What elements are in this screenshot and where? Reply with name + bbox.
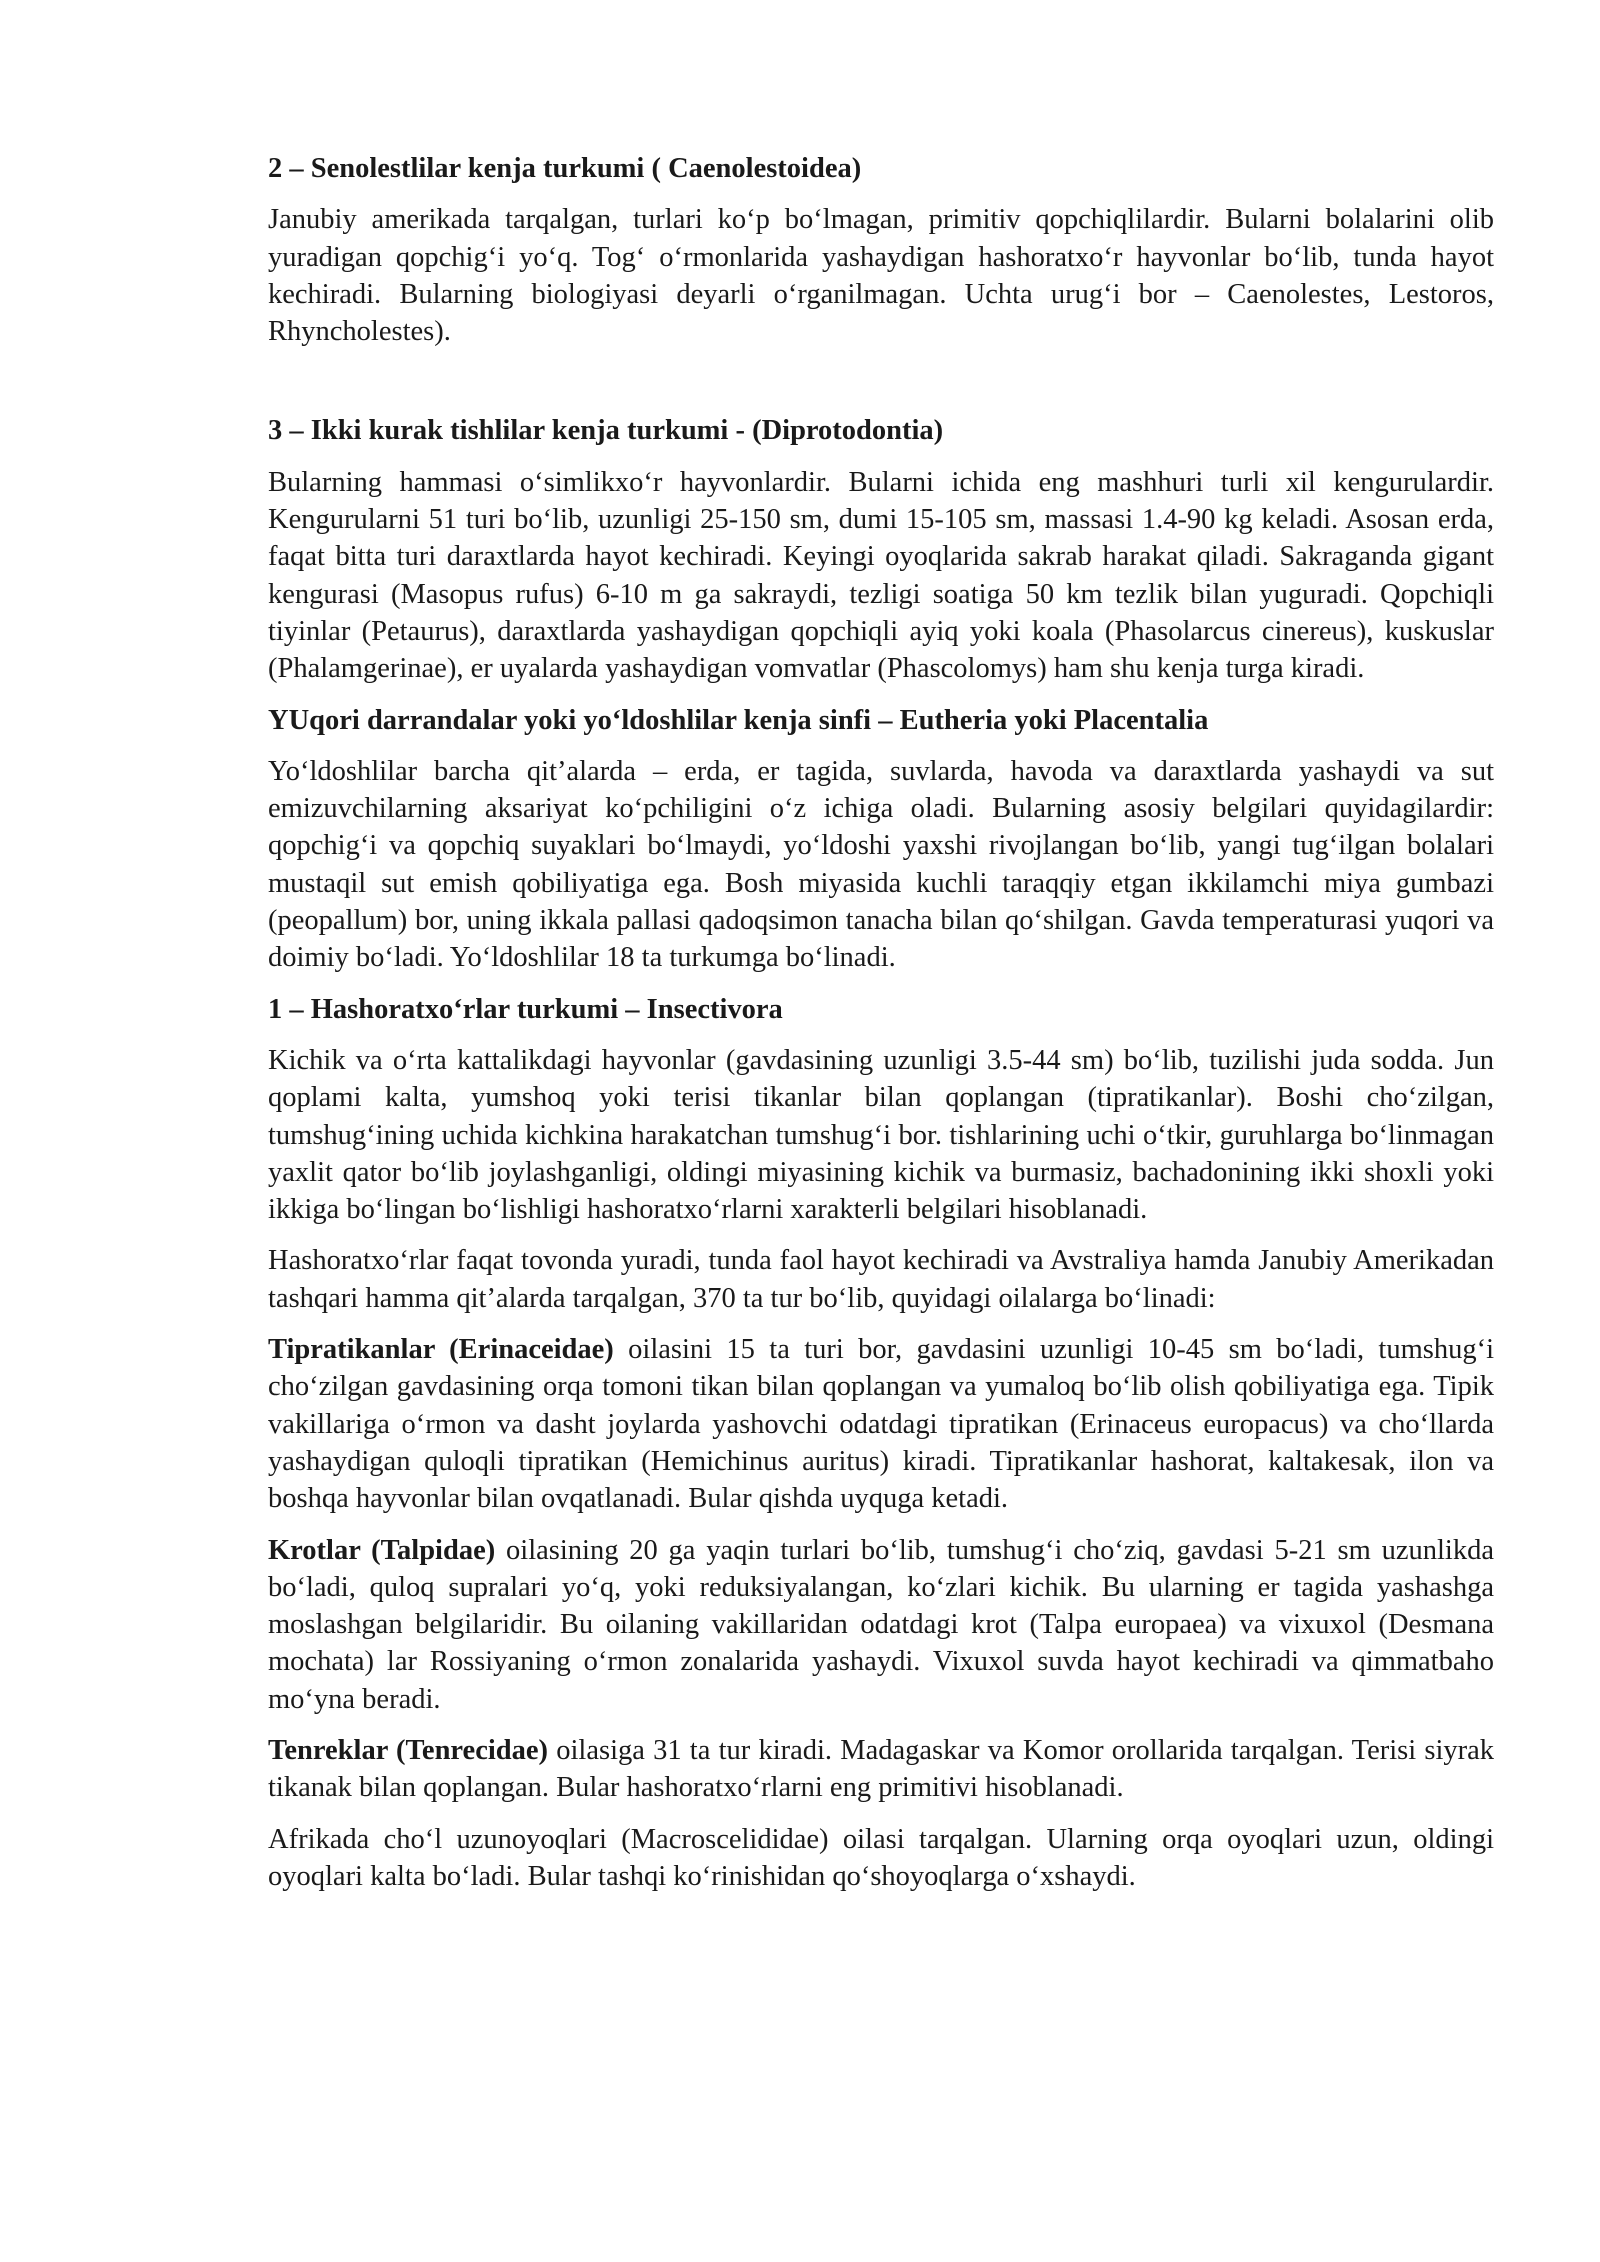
paragraph-insectivora-distribution: Hashoratxo‘rlar faqat tovonda yuradi, tunda faol hayot kechiradi va Avstraliya hamda Janubiy Amerikadan tashqari hamma qit’alarda tarqalgan, 370 ta tur bo‘lib, quyidagi oilalarga bo‘linadi: bbox=[268, 1245, 1494, 1314]
paragraph-insectivora-description: Kichik va o‘rta kattalikdagi hayvonlar (gavdasining uzunligi 3.5-44 sm) bo‘lib, tuzilishi juda sodda. Jun qoplami kalta, yumshoq yoki terisi tikanlar bilan qoplangan (tipratikanlar). Boshi cho‘zilgan, tumshug‘ining uchida kichkina harakatchan tumshug‘i bor. tishlarining uchi o‘tkir, guruhlarga bo‘linmagan yaxlit qator bo‘lib joylashganligi, oldingi miyasining kichik va burmasiz, bachadonining ikki shoxli yoki ikkiga bo‘lingan bo‘lishligi hashoratxo‘rlarni xarakterli belgilari hisoblanadi. bbox=[268, 1044, 1494, 1226]
family-text-erinaceidae: oilasini 15 ta turi bor, gavdasini uzunligi 10-45 sm bo‘ladi, tumshug‘i cho‘zilgan gavdasining orqa tomoni tikan bilan qoplangan va yumaloq bo‘lib olish qobiliyatiga ega. Tipik vakillariga o‘rmon va dasht joylarda yashovchi odatdagi tipratikan (Erinaceus europacus) va cho‘llarda yashaydigan quloqli tipratikan (Hemichinus auritus) kiradi. Tipratikanlar hashorat, kaltakesak, ilon va boshqa hayvonlar bilan ovqatlanadi. Bular qishda uyquga ketadi. bbox=[268, 1334, 1495, 1515]
paragraph-caenolestoidea: Janubiy amerikada tarqalgan, turlari ko‘p bo‘lmagan, primitiv qopchiqlilardir. Bularni bolalarini olib yuradigan qopchig‘i yo‘q. Tog‘ o‘rmonlarida yashaydigan hashoratxo‘r hayvonlar bo‘lib, tunda hayot kechiradi. Bularning biologiyasi deyarli o‘rganilmagan. Uchta urug‘i bor – Caenolestes, Lestoros, Rhyncholestes). bbox=[268, 204, 1494, 348]
section-heading-caenolestoidea: 2 – Senolestlilar kenja turkumi ( Caenolestoidea) bbox=[268, 153, 862, 184]
section-heading-diprotodontia: 3 – Ikki kurak tishlilar kenja turkumi - (Diprotodontia) bbox=[268, 415, 944, 447]
section-spacer bbox=[268, 364, 1494, 412]
family-name-erinaceidae: Tipratikanlar (Erinaceidae) bbox=[268, 1334, 614, 1366]
family-name-tenrecidae: Tenreklar (Tenrecidae) bbox=[268, 1734, 549, 1766]
family-text-tenrecidae: oilasiga 31 ta tur kiradi. Madagaskar va Komor orollarida tarqalgan. Terisi siyrak tikanak bilan qoplangan. Bular hashoratxo‘rlarni eng primitivi hisoblanadi. bbox=[268, 1734, 1494, 1804]
document-page bbox=[268, 150, 1494, 1909]
family-text-talpidae: oilasining 20 ga yaqin turlari bo‘lib, tumshug‘i cho‘ziq, gavdasi 5-21 sm uzunlikda bo‘ladi, quloq supralari yo‘q, yoki reduksiyalangan, ko‘zlari kichik. Bu ularning er tagida yashashga moslashgan belgilaridir. Bu oilaning vakillaridan odatdagi krot (Talpa europaea) va vixuxol (Desmana mochata) lar Rossiyaning o‘rmon zonalarida yashaydi. Vixuxol suvda hayot kechiradi va qimmatbaho mo‘yna beradi. bbox=[268, 1534, 1494, 1715]
section-heading-insectivora: 1 – Hashoratxo‘rlar turkumi – Insectivora bbox=[268, 993, 783, 1025]
paragraph-tenrecidae bbox=[268, 1732, 1494, 1807]
paragraph-macroscelididae: Afrikada cho‘l uzunoyoqlari (Macroscelididae) oilasi tarqalgan. Ularning orqa oyoqlari uzun, oldingi oyoqlari kalta bo‘ladi. Bular tashqi ko‘rinishidan qo‘shoyoqlarga o‘xshaydi. bbox=[268, 1823, 1494, 1892]
paragraph-eutheria: Yo‘ldoshlilar barcha qit’alarda – erda, er tagida, suvlarda, havoda va daraxtlarda yashaydi va sut emizuvchilarning aksariyat ko‘pchiligini o‘z ichiga oladi. Bularning asosiy belgilari quyidagilardir: qopchig‘i va qopchiq suyaklari bo‘lmaydi, yo‘ldoshi yaxshi rivojlangan bo‘lib, yangi tug‘ilgan bolalari mustaqil sut emish qobiliyatiga ega. Bosh miyasida kuchli taraqqiy etgan ikkilamchi miya gumbazi (peopallum) bor, uning ikkala pallasi qadoqsimon tanacha bilan qo‘shilgan. Gavda temperaturasi yuqori va doimiy bo‘ladi. Yo‘ldoshlilar 18 ta turkumga bo‘linadi. bbox=[268, 755, 1494, 974]
section-heading-eutheria: YUqori darrandalar yoki yo‘ldoshlilar kenja sinfi – Eutheria yoki Placentalia bbox=[268, 704, 1209, 736]
paragraph-talpidae bbox=[268, 1532, 1494, 1718]
paragraph-diprotodontia: Bularning hammasi o‘simlikxo‘r hayvonlardir. Bularni ichida eng mashhuri turli xil kengurulardir. Kengurularni 51 turi bo‘lib, uzunligi 25-150 sm, dumi 15-105 sm, massasi 1.4-90 kg keladi. Asosan erda, faqat bitta turi daraxtlarda hayot kechiradi. Keyingi oyoqlarida sakrab harakat qiladi. Sakraganda gigant kengurasi (Masopus rufus) 6-10 m ga sakraydi, tezligi soatiga 50 km tezlik bilan yuguradi. Qopchiqli tiyinlar (Petaurus), daraxtlarda yashaydigan qopchiqli ayiq yoki koala (Phasolarcus cinereus), kuskuslar (Phalamgerinae), er uyalarda yashaydigan vomvatlar (Phascolomys) ham shu kenja turga kiradi. bbox=[268, 466, 1494, 685]
family-name-talpidae: Krotlar (Talpidae) bbox=[268, 1534, 496, 1566]
paragraph-erinaceidae bbox=[268, 1331, 1494, 1517]
